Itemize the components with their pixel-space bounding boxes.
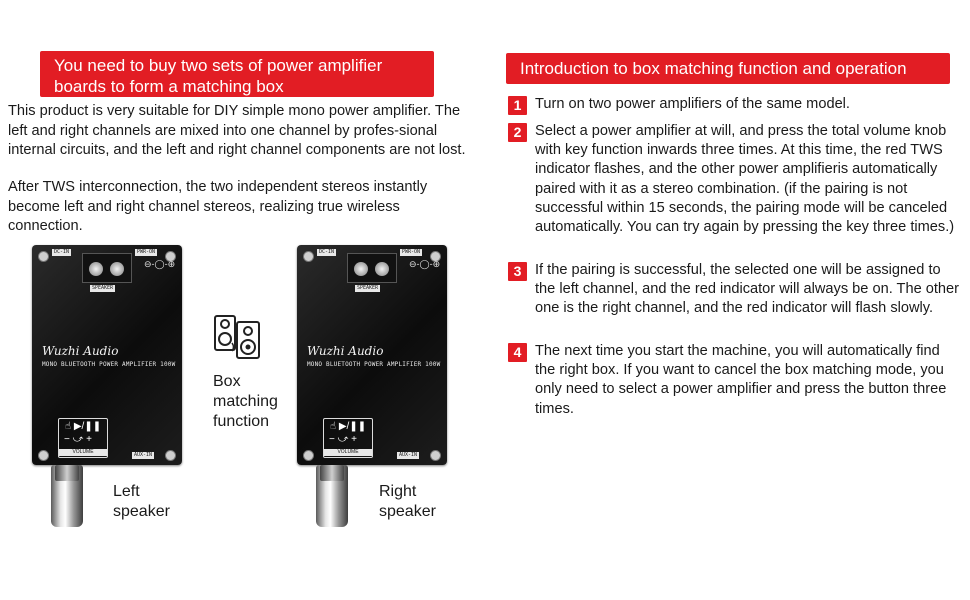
step-text: The next time you start the machine, you will automatically find the right box. If you want to cancel the box matching mode, you only need to select a power amplifier and press the button three times. bbox=[535, 343, 947, 417]
left-banner-text: You need to buy two sets of power amplifier boards to form a matching box bbox=[54, 56, 383, 96]
amplifier-board-body bbox=[297, 245, 447, 465]
aux-tag: AUX-IN bbox=[399, 452, 418, 458]
volume-arc-icon: − ⤻ + bbox=[64, 434, 92, 445]
mount-hole bbox=[303, 251, 314, 262]
model-text: MONO BLUETOOTH POWER AMPLIFIER 100W bbox=[307, 361, 441, 368]
step-text: Select a power amplifier at will, and press the total volume knob with key function inwards three times. At this time, the red TWS indicator flashes, and the other power amplifieris automatically paired with it as a stereo combination. (if the pairing is not successful within 15 seconds, the pairing mode will be canceled automatically. You can try again by pressing the key three times.) bbox=[535, 123, 955, 236]
brand-logo: Wuzhi Audio bbox=[42, 344, 119, 358]
intro-paragraph-1: This product is very suitable for DIY simple mono power amplifier. The left and right channels are mixed into one channel by profes-sional internal circuits, and the left and right channel components are not lost. bbox=[8, 103, 466, 159]
box-matching-label bbox=[213, 372, 293, 432]
speaker-terminal bbox=[347, 253, 397, 283]
control-panel bbox=[323, 418, 373, 458]
amplifier-board-body bbox=[32, 245, 182, 465]
speaker-tag: SPEAKER bbox=[92, 285, 114, 291]
dc-jack-icon: ⊖-◯-⊕ bbox=[144, 259, 176, 269]
play-pause-icon: ☝ ▶/❚❚ bbox=[330, 421, 367, 432]
volume-knob bbox=[51, 465, 83, 527]
box-matching-label-text: Box matching function bbox=[213, 373, 278, 430]
pwr-tag: PWR-ON bbox=[137, 249, 156, 255]
speaker-terminal bbox=[82, 253, 132, 283]
step-text: Turn on two power amplifiers of the same model. bbox=[535, 96, 850, 112]
dc-in-tag: DC-IN bbox=[54, 249, 70, 255]
volume-knob bbox=[316, 465, 348, 527]
step-number-badge: 1 bbox=[508, 96, 527, 115]
right-banner-text: Introduction to box matching function and operation bbox=[520, 59, 907, 78]
aux-tag: AUX-IN bbox=[134, 452, 153, 458]
screw-icon bbox=[375, 262, 389, 276]
step-number-badge: 3 bbox=[508, 262, 527, 281]
play-pause-icon: ☝ ▶/❚❚ bbox=[65, 421, 102, 432]
dc-jack-icon: ⊖-◯-⊕ bbox=[409, 259, 441, 269]
right-speaker-label: Right speaker bbox=[379, 483, 436, 520]
screw-icon bbox=[110, 262, 124, 276]
dc-in-tag: DC-IN bbox=[319, 249, 335, 255]
step-number-badge: 2 bbox=[508, 123, 527, 142]
speaker-tag: SPEAKER bbox=[357, 285, 379, 291]
mount-hole bbox=[165, 450, 176, 461]
left-banner bbox=[40, 51, 434, 97]
screw-icon bbox=[354, 262, 368, 276]
control-panel bbox=[58, 418, 108, 458]
left-speaker-label: Left speaker bbox=[113, 483, 170, 520]
mount-hole bbox=[38, 450, 49, 461]
step-number-badge: 4 bbox=[508, 343, 527, 362]
model-text: MONO BLUETOOTH POWER AMPLIFIER 100W bbox=[42, 361, 176, 368]
mount-hole bbox=[430, 450, 441, 461]
step-text: If the pairing is successful, the selected one will be assigned to the left channel, and the red indicator will always be on. The other one is the right channel, and the red indicator will flash slowly. bbox=[535, 262, 960, 317]
volume-arc-icon: − ⤻ + bbox=[329, 434, 357, 445]
volume-label: VOLUME bbox=[324, 449, 372, 456]
volume-label: VOLUME bbox=[59, 449, 107, 456]
right-banner bbox=[506, 53, 950, 84]
pwr-tag: PWR-ON bbox=[402, 249, 421, 255]
intro-paragraph-2: After TWS interconnection, the two independent stereos instantly become left and right channel stereos, realizing true wireless connection. bbox=[8, 179, 428, 235]
mount-hole bbox=[303, 450, 314, 461]
brand-logo: Wuzhi Audio bbox=[307, 344, 384, 358]
mount-hole bbox=[38, 251, 49, 262]
speaker-pair-icon bbox=[213, 314, 263, 360]
screw-icon bbox=[89, 262, 103, 276]
